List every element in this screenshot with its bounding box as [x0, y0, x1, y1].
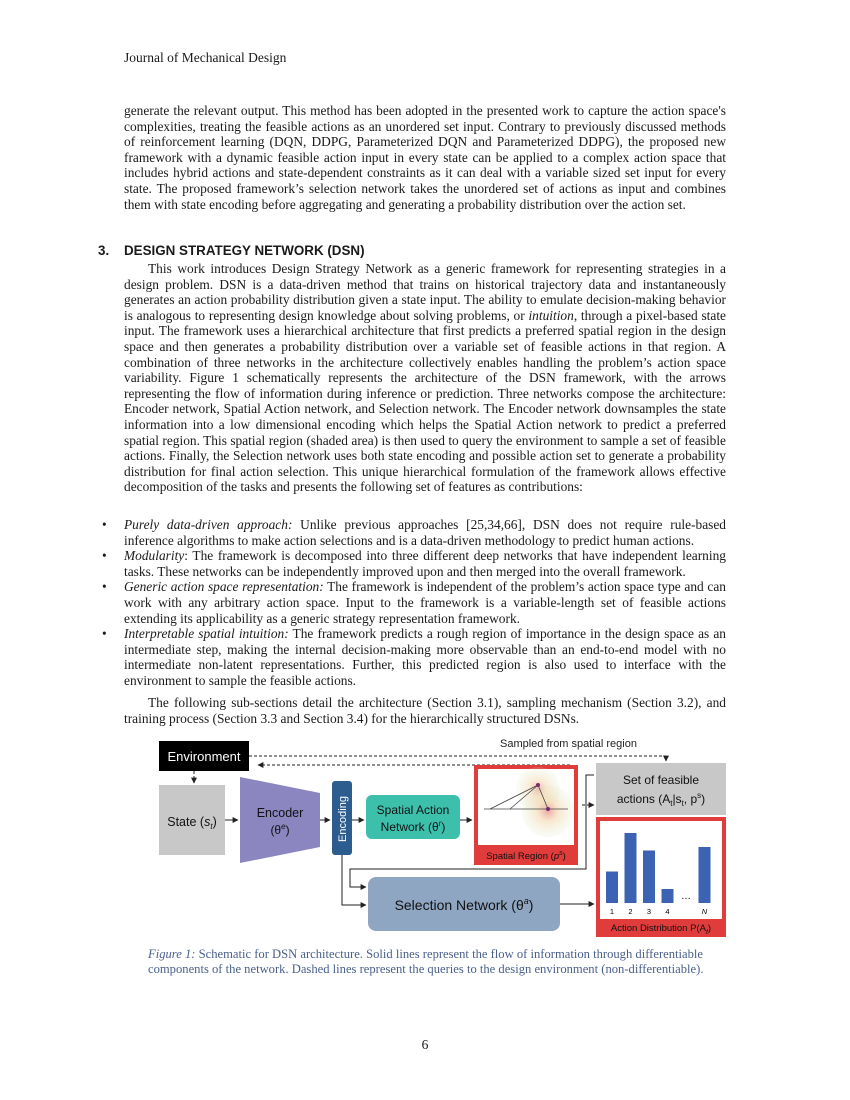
spatial-region-label: Spatial Region $(p^s)$ — [486, 850, 566, 862]
bullet-lead: Modularity — [124, 548, 185, 564]
section-heading — [98, 243, 365, 258]
encoding-label: Encoding — [337, 796, 349, 842]
region-node-1 — [536, 783, 540, 787]
intro-paragraph: generate the relevant output. This method has been adopted in the presented work to capture the action space's complexities, treating the feasible actions as an unordered set input. Contrary to previously discussed methods of reinforcement learning (DQN, DDPG, Parameterized DQN and Parameterized DDPG), the proposed new framework with a dynamic feasible action input in every state can be applied to a complex action space that includes hybrid actions and state-dependent constraints as it can deal with a variable sized set input for every state. The proposed framework’s selection network takes the unordered set of actions as input and combines them with state encoding before aggregating and generating a probability distribution over the action set. — [124, 103, 726, 212]
list-item — [102, 517, 726, 548]
journal-header: Journal of Mechanical Design — [124, 50, 287, 65]
contributions-list — [102, 517, 726, 689]
feasible-actions-box — [596, 763, 726, 815]
bar-tick-label: 4 — [665, 907, 670, 916]
bullet-lead: Generic action space representation: — [124, 579, 324, 595]
section-number: 3. — [98, 243, 110, 258]
bar-tick-label: 3 — [646, 907, 652, 916]
encoder-block — [240, 777, 320, 863]
bullet-text: The framework is independent of the problem’s action space type and can work with any arbitrary action space. Input to the framework is a variable-length set of feasible actions extending its applicability as a generic strategy representation framework. — [124, 579, 726, 626]
section-paragraph-part2: , through a pixel-based state input. The framework uses a hierarchical architecture that first predicts a preferred spatial region in the design space and then generates a probability distribution over a variable set of feasible actions in that region. A combination of three networks in the architecture collectively enables handling the problem’s action space variability. Figure 1 schematically represents the architecture of the DSN framework, with the arrows representing the flow of information during inference or prediction. Three networks compose the architecture: Encoder network, Spatial Action network, and Selection network. The Encoder network downsamples the state information into a low dimensional encoding which helps the Spatial Action network to predict a preferred spatial region. This spatial region (shaded area) is then used to query the environment to sample a set of feasible actions. Finally, the Selection network uses both state encoding and possible action set to generate a probability distribution for final action selection. This unique hierarchical formulation of the framework allows effective decomposition of the tasks and presents the following set of features as contributions: — [124, 307, 726, 495]
encoder-param: $(\theta^e)$ — [270, 822, 290, 837]
dsn-architecture-figure — [150, 735, 730, 945]
bullet-icon: • — [102, 517, 107, 532]
bar-ellipsis: … — [681, 891, 691, 902]
bullet-icon: • — [102, 626, 107, 642]
sampled-label: Sampled from spatial region — [500, 738, 637, 750]
action-distribution-label: Action Distribution $P(A_t)$ — [610, 923, 712, 936]
figure-svg — [150, 735, 730, 945]
bar-2 — [625, 833, 637, 903]
spatial-action-label-1: Spatial Action — [376, 803, 450, 817]
bar-tick-label: 2 — [628, 907, 633, 916]
bar-tick-label: N — [701, 907, 708, 916]
feasible-label-2: actions ($A_t|s_t$, $p^s$) — [616, 791, 706, 808]
list-item — [102, 626, 726, 688]
bar-1 — [606, 872, 618, 904]
bullet-text: Unlike previous approaches [25,34,66], DSN does not require rule-based inference algorithms to make action selections and is a data-driven methodology to predict human actions. — [124, 517, 726, 548]
selection-network-label: Selection Network $(\theta^a)$ — [394, 896, 534, 913]
bar-4 — [662, 889, 674, 903]
list-item — [102, 548, 726, 579]
bar-tick-label: 1 — [609, 907, 615, 916]
page-number: 6 — [421, 1037, 429, 1052]
bar-3 — [643, 851, 655, 904]
section-paragraph — [124, 261, 726, 495]
list-item — [102, 579, 726, 626]
bullet-icon: • — [102, 579, 107, 595]
bullet-lead: Interpretable spatial intuition: — [124, 626, 289, 642]
region-node-2 — [546, 807, 550, 811]
feasible-label-1: Set of feasible — [622, 773, 700, 787]
figure-caption — [148, 947, 728, 977]
bar-N — [699, 847, 711, 903]
bullet-text: : The framework is decomposed into three different deep networks that have independent learning tasks. These networks can be independently improved upon and then merged into the overall framework. — [124, 548, 726, 579]
encoding-to-selection-arrow — [342, 855, 366, 905]
environment-label: Environment — [167, 749, 241, 764]
encoder-label: Encoder — [256, 806, 304, 820]
section-paragraph-intuition: intuition — [528, 307, 574, 323]
bullet-lead: Purely data-driven approach: — [124, 517, 293, 532]
state-label: State $(s_t)$ — [167, 815, 217, 831]
spatial-action-label-2: Network $(\theta^r)$ — [380, 819, 446, 834]
section-paragraph-part1: This work introduces Design Strategy Network as a generic framework for representing strategies in a design problem. DSN is a data-driven method that trains on historical trajectory data and instantaneously generates an action probability distribution given a state input. The ability to emulate decision-making behavior is analogous to representing design knowledge about solving problems, or — [124, 261, 726, 323]
bullet-text: The framework predicts a rough region of importance in the design space as an intermediate step, making the internal decision-making more observable than an end-to-end model with no intermediate non-latent representations. Further, this predicted region is also used to interface with the environment to sample the feasible actions. — [124, 626, 726, 688]
section-title: DESIGN STRATEGY NETWORK (DSN) — [124, 243, 365, 258]
closing-paragraph: The following sub-sections detail the architecture (Section 3.1), sampling mechanism (Section 3.2), and training process (Section 3.3 and Section 3.4) for the hierarchically structured DSNs. — [124, 695, 726, 726]
caption-label: Figure 1: — [148, 947, 196, 961]
caption-text: Schematic for DSN architecture. Solid lines represent the flow of information through differentiable components of the network. Dashed lines represent the queries to the design environment (non-differentiable). — [148, 947, 704, 976]
bullet-icon: • — [102, 548, 107, 564]
